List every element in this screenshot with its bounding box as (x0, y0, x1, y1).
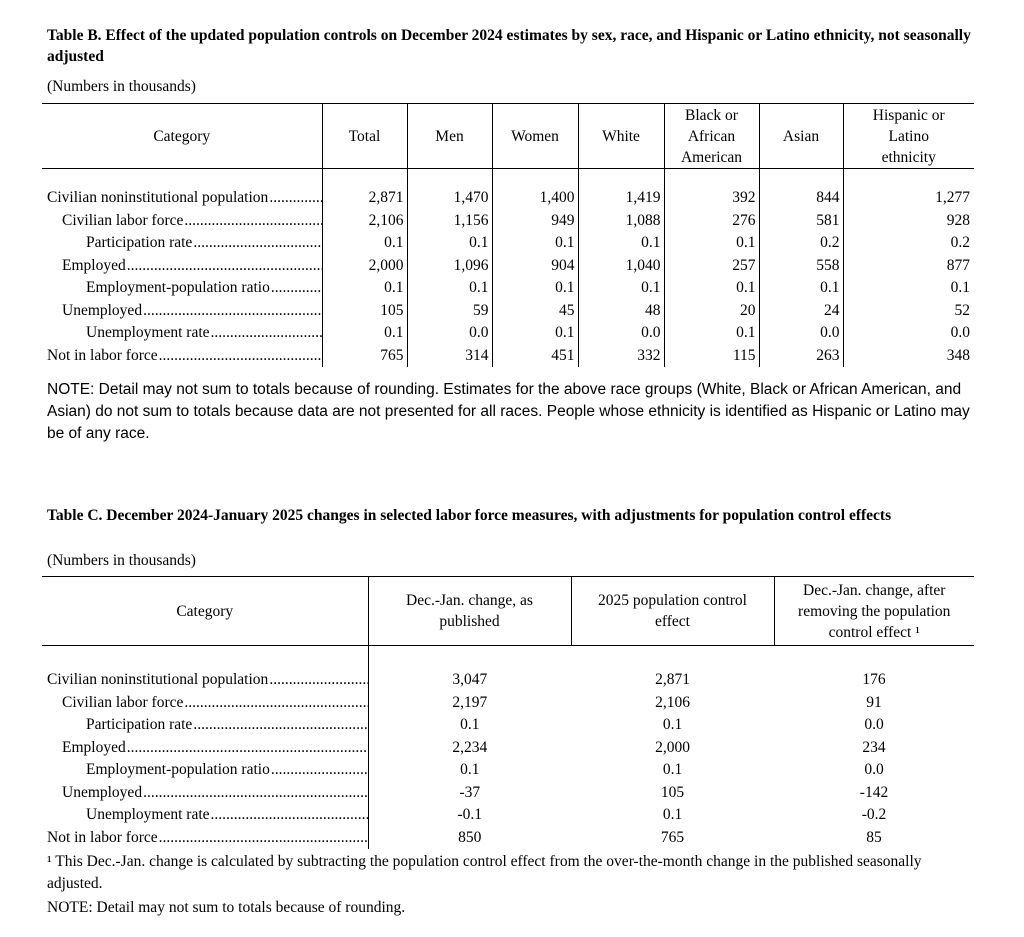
row-value-cell: 0.0 (864, 761, 884, 778)
row-value-cell: 0.1 (368, 759, 571, 782)
row-value-cell: 0.2 (759, 232, 843, 255)
row-value-cell: 3,047 (368, 669, 571, 692)
row-category-cell (42, 669, 368, 692)
table-c-footnote: ¹ This Dec.-Jan. change is calculated by subtracting the population control effect from the over-the-month change in the published seasonally adjusted. (47, 853, 922, 892)
table-b-subtitle: (Numbers in thousands) (47, 78, 196, 95)
row-category-cell (42, 782, 368, 805)
row-value-cell: -0.2 (861, 806, 887, 823)
row-value-cell: 0.1 (664, 277, 759, 300)
row-value-cell: 0.1 (664, 322, 759, 345)
table-c-header-control-effect (571, 577, 774, 646)
table-row (42, 232, 974, 255)
row-label: Unemployed (62, 783, 143, 801)
row-label: Civilian noninstitutional population (47, 671, 269, 688)
row-label: Employment-population ratio (86, 279, 270, 296)
table-c-header-adjusted (774, 577, 974, 646)
table-b-note: NOTE: Detail may not sum to totals because of rounding. Estimates for the above race groups (White, Black or African American, and Asian) do not sum to totals because data are not presented for all races. People whose ethnicity is identified as Hispanic or Latino may be of any race. (47, 381, 970, 442)
row-value-cell: 0.0 (950, 324, 970, 341)
table-row (42, 759, 974, 782)
table-b-header-hispanic-text: Hispanic or Latino ethnicity (872, 106, 945, 166)
row-value-cell: 0.0 (578, 322, 664, 345)
row-value-cell: 0.1 (368, 714, 571, 737)
row-value-cell: 1,470 (407, 187, 492, 210)
row-value-cell: 0.1 (664, 232, 759, 255)
row-category-cell (42, 827, 368, 850)
row-value-cell: 176 (862, 671, 886, 688)
row-value-cell: 0.1 (662, 806, 683, 823)
table-row (42, 345, 974, 368)
row-value-cell: 0.1 (322, 277, 407, 300)
row-value-cell: 765 (660, 828, 685, 846)
row-value-cell: 348 (946, 346, 970, 364)
row-category-cell (42, 322, 322, 345)
row-value-cell: 276 (664, 210, 759, 233)
table-c-title: Table C. December 2024-January 2025 changes in selected labor force measures, with adjustments for population control effects (47, 507, 892, 524)
table-row (42, 277, 974, 300)
row-value-cell: 2,106 (655, 693, 690, 711)
row-value-cell: 24 (759, 300, 843, 323)
row-value-cell: 1,400 (492, 187, 578, 210)
row-label: Unemployment rate (86, 806, 210, 823)
row-value-cell: 0.0 (407, 322, 492, 345)
table-b (42, 103, 974, 367)
table-row (42, 737, 974, 760)
row-value-cell: 2,106 (322, 210, 407, 233)
row-value-cell: 45 (492, 300, 578, 323)
row-value-cell: -37 (368, 782, 571, 805)
row-value-cell: 234 (862, 738, 886, 756)
row-value-cell: 949 (492, 210, 578, 233)
table-b-title: Table B. Effect of the updated population controls on December 2024 estimates by sex, race, and Hispanic or Latino ethnicity, not seasonally adjusted (47, 27, 971, 65)
row-value-cell: 2,871 (322, 187, 407, 210)
row-label: Unemployed (62, 301, 143, 319)
table-b-header-row (42, 104, 974, 169)
row-value-cell: 2,871 (655, 671, 690, 688)
table-b-header-black (664, 104, 759, 169)
row-category-cell (42, 692, 368, 715)
row-label: Civilian labor force (62, 693, 184, 711)
row-value-cell: 928 (946, 211, 970, 229)
table-b-header-asian: Asian (759, 104, 843, 169)
row-value-cell: 844 (759, 187, 843, 210)
row-value-cell: 0.1 (492, 232, 578, 255)
row-value-cell: 1,096 (407, 255, 492, 278)
table-row (42, 804, 974, 827)
table-b-header-category: Category (42, 104, 322, 169)
row-value-cell: 558 (759, 255, 843, 278)
row-category-cell (42, 255, 322, 278)
table-c-header-category: Category (42, 577, 368, 646)
table-b-header-men: Men (407, 104, 492, 169)
row-value-cell: 2,000 (322, 255, 407, 278)
row-value-cell: 1,277 (935, 189, 970, 206)
table-b-header-white: White (578, 104, 664, 169)
row-category-cell (42, 804, 368, 827)
row-category-cell (42, 277, 322, 300)
row-label: Not in labor force (47, 828, 158, 846)
row-value-cell: 0.1 (407, 232, 492, 255)
row-value-cell: 105 (322, 300, 407, 323)
table-row (42, 827, 974, 850)
table-c-subtitle: (Numbers in thousands) (47, 552, 196, 569)
table-c-header-published-text: Dec.-Jan. change, as published (406, 592, 533, 630)
row-value-cell: 0.0 (864, 716, 884, 733)
row-value-cell: 332 (578, 345, 664, 368)
row-category-cell (42, 187, 322, 210)
table-c-note: NOTE: Detail may not sum to totals because of rounding. (47, 899, 406, 916)
row-value-cell: 105 (660, 783, 685, 801)
table-row (42, 669, 974, 692)
table-c-header-published (368, 577, 571, 646)
row-category-cell (42, 232, 322, 255)
row-label: Employed (62, 256, 126, 274)
row-value-cell: 1,156 (407, 210, 492, 233)
row-value-cell: 2,197 (368, 692, 571, 715)
row-value-cell: 0.1 (950, 279, 970, 296)
row-category-cell (42, 300, 322, 323)
row-value-cell: 85 (866, 828, 882, 846)
row-value-cell: 0.1 (578, 277, 664, 300)
row-value-cell: 1,419 (578, 187, 664, 210)
row-value-cell: 0.1 (322, 322, 407, 345)
row-label: Participation rate (86, 716, 193, 733)
row-value-cell: 0.1 (662, 761, 683, 778)
row-category-cell (42, 210, 322, 233)
table-row (42, 210, 974, 233)
row-value-cell: 765 (322, 345, 407, 368)
row-value-cell: 581 (759, 210, 843, 233)
table-row (42, 300, 974, 323)
row-value-cell: 0.1 (407, 277, 492, 300)
row-label: Unemployment rate (86, 324, 210, 341)
row-value-cell: 0.1 (492, 277, 578, 300)
row-value-cell: 0.2 (950, 234, 970, 251)
row-value-cell: 91 (866, 693, 882, 711)
row-value-cell: 1,088 (578, 210, 664, 233)
table-c (42, 576, 974, 849)
table-c-header-row (42, 577, 974, 646)
table-b-header-women: Women (492, 104, 578, 169)
table-b-header-black-text: Black or African American (680, 106, 743, 166)
row-value-cell: 115 (664, 345, 759, 368)
row-value-cell: 0.1 (662, 716, 683, 733)
row-value-cell: -142 (859, 783, 889, 801)
table-b-header-hispanic (843, 104, 974, 169)
row-value-cell: 0.1 (759, 277, 843, 300)
row-label: Employment-population ratio (86, 761, 270, 778)
table-row (42, 187, 974, 210)
row-value-cell: -0.1 (368, 804, 571, 827)
row-value-cell: 59 (407, 300, 492, 323)
row-value-cell: 392 (664, 187, 759, 210)
row-value-cell: 2,000 (655, 738, 690, 756)
table-row (42, 322, 974, 345)
row-value-cell: 0.0 (759, 322, 843, 345)
row-category-cell (42, 345, 322, 368)
row-label: Not in labor force (47, 346, 158, 364)
table-row (42, 692, 974, 715)
row-value-cell: 451 (492, 345, 578, 368)
row-label: Participation rate (86, 234, 193, 251)
row-label: Employed (62, 738, 126, 756)
row-value-cell: 52 (954, 301, 970, 319)
table-row (42, 714, 974, 737)
row-category-cell (42, 737, 368, 760)
row-value-cell: 0.1 (322, 232, 407, 255)
row-value-cell: 20 (664, 300, 759, 323)
row-value-cell: 904 (492, 255, 578, 278)
table-c-header-adjusted-text: Dec.-Jan. change, after removing the population control effect ¹ (798, 581, 951, 641)
row-category-cell (42, 714, 368, 737)
row-value-cell: 263 (759, 345, 843, 368)
row-value-cell: 0.1 (492, 322, 578, 345)
row-category-cell (42, 759, 368, 782)
row-value-cell: 0.1 (578, 232, 664, 255)
row-label: Civilian noninstitutional population (47, 189, 269, 206)
table-row (42, 782, 974, 805)
row-value-cell: 314 (407, 345, 492, 368)
row-value-cell: 850 (368, 827, 571, 850)
table-b-header-total: Total (322, 104, 407, 169)
row-value-cell: 257 (664, 255, 759, 278)
row-label: Civilian labor force (62, 211, 184, 229)
row-value-cell: 48 (578, 300, 664, 323)
table-row (42, 255, 974, 278)
row-value-cell: 877 (946, 256, 970, 274)
table-c-header-control-effect-text: 2025 population control effect (598, 592, 747, 630)
row-value-cell: 2,234 (368, 737, 571, 760)
row-value-cell: 1,040 (578, 255, 664, 278)
